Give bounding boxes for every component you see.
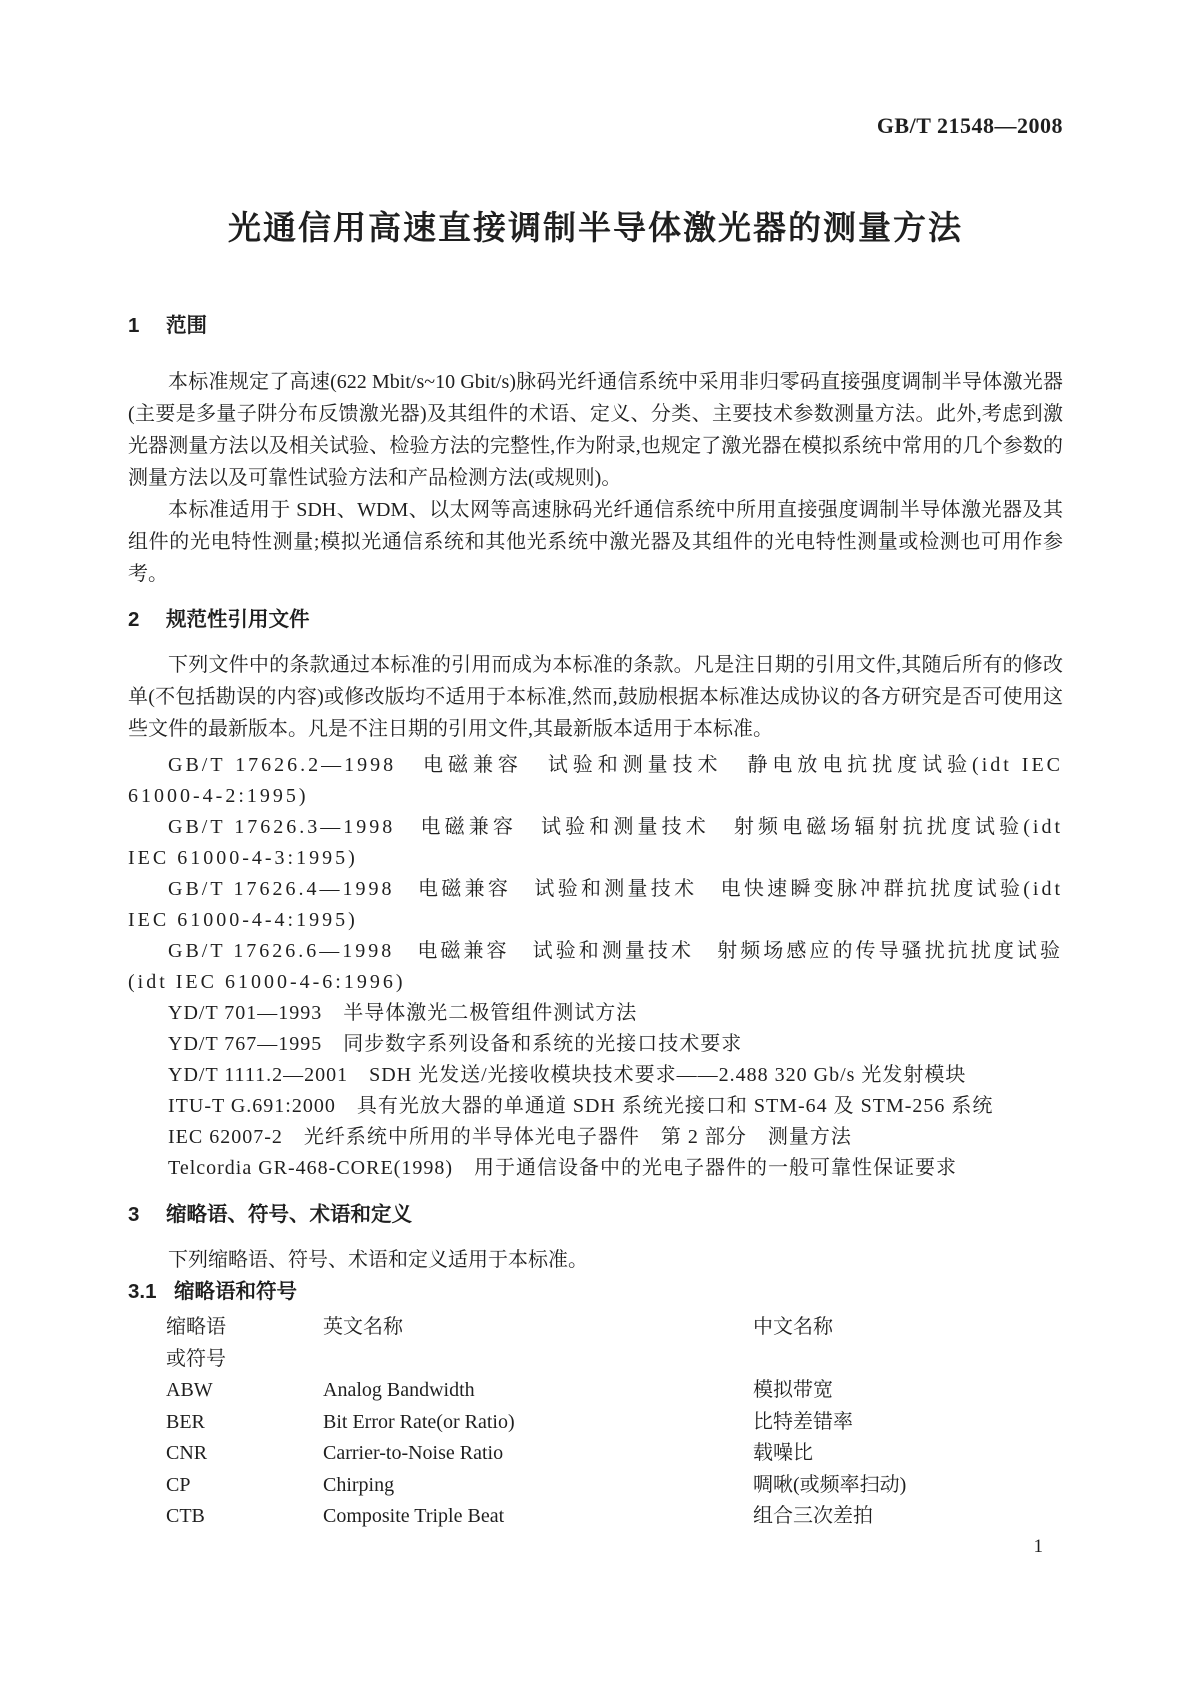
reference-item: GB/T 17626.4—1998 电磁兼容 试验和测量技术 电快速瞬变脉冲群抗扰度试验(idt IEC 61000-4-4:1995) (128, 878, 1063, 931)
section-3-title: 缩略语、符号、术语和定义 (166, 1203, 412, 1226)
abbreviations-intro: 下列缩略语、符号、术语和定义适用于本标准。 (168, 1249, 588, 1271)
zh-name-cell: 模拟带宽 (753, 1379, 833, 1401)
en-name-cell: Bit Error Rate(or Ratio) (323, 1410, 515, 1433)
zh-name-cell: 比特差错率 (753, 1410, 853, 1433)
reference-item: GB/T 17626.2—1998 电磁兼容 试验和测量技术 静电放电抗扰度试验(idt IEC 61000-4-2:1995) (128, 754, 1063, 807)
abbr-cell: ABW (166, 1379, 213, 1401)
abbr-cell: CNR (166, 1442, 208, 1464)
abbr-cell: CP (166, 1473, 191, 1496)
section-2-title: 规范性引用文件 (166, 608, 310, 631)
table-row (128, 1438, 1063, 1470)
abbr-column-header-line2: 或符号 (166, 1347, 226, 1370)
abbr-cell: BER (166, 1410, 205, 1433)
reference-item: GB/T 17626.6—1998 电磁兼容 试验和测量技术 射频场感应的传导骚扰抗扰度试验(idt IEC 61000-4-6:1996) (128, 940, 1063, 993)
chinese-column-header: 中文名称 (753, 1316, 833, 1338)
section-1-number: 1 (128, 314, 140, 337)
section-3-1-number: 3.1 (128, 1280, 157, 1303)
reference-item: IEC 62007-2 光纤系统中所用的半导体光电子器件 第 2 部分 测量方法 (168, 1126, 852, 1148)
reference-item: YD/T 1111.2—2001 SDH 光发送/光接收模块技术要求——2.488 320 Gb/s 光发射模块 (168, 1064, 967, 1086)
reference-item: ITU-T G.691:2000 具有光放大器的单通道 SDH 系统光接口和 STM-64 及 STM-256 系统 (168, 1095, 994, 1117)
reference-list (128, 750, 1063, 1184)
reference-item: YD/T 767—1995 同步数字系列设备和系统的光接口技术要求 (168, 1033, 743, 1055)
abbr-column-header: 缩略语 (166, 1316, 226, 1338)
abbreviation-table (128, 1312, 1063, 1533)
en-name-cell: Chirping (323, 1473, 395, 1496)
section-3-1-title: 缩略语和符号 (174, 1280, 297, 1303)
table-row (128, 1375, 1063, 1407)
reference-item: Telcordia GR-468-CORE(1998) 用于通信设备中的光电子器件的一般可靠性保证要求 (168, 1157, 957, 1179)
abbr-cell: CTB (166, 1505, 205, 1527)
table-header-row (128, 1312, 1063, 1344)
en-name-cell: Carrier-to-Noise Ratio (323, 1442, 504, 1464)
section-1-title: 范围 (166, 314, 207, 337)
scope-paragraph-2: 本标准适用于 SDH、WDM、以太网等高速脉码光纤通信系统中所用直接强度调制半导体激光器及其组件的光电特性测量;模拟光通信系统和其他光系统中激光器及其组件的光电特性测量或检测也可用作参考。 (128, 499, 1063, 585)
document-title: 光通信用高速直接调制半导体激光器的测量方法 (228, 209, 963, 246)
english-column-header: 英文名称 (323, 1316, 403, 1338)
page-number: 1 (1033, 1536, 1043, 1557)
zh-name-cell: 载噪比 (753, 1442, 813, 1464)
section-3-number: 3 (128, 1203, 140, 1226)
section-2-heading (128, 604, 1063, 636)
en-name-cell: Analog Bandwidth (323, 1379, 475, 1401)
reference-item: YD/T 701—1993 半导体激光二极管组件测试方法 (168, 1002, 638, 1024)
section-3-1-heading (128, 1276, 1063, 1308)
normative-references-intro: 下列文件中的条款通过本标准的引用而成为本标准的条款。凡是注日期的引用文件,其随后所有的修改单(不包括勘误的内容)或修改版均不适用于本标准,然而,鼓励根据本标准达成协议的各方研究是否可使用这些文件的最新版本。凡是不注日期的引用文件,其最新版本适用于本标准。 (128, 654, 1063, 740)
section-3-heading (128, 1199, 1063, 1231)
zh-name-cell: 组合三次差拍 (753, 1505, 873, 1527)
standard-number: GB/T 21548—2008 (876, 113, 1063, 138)
section-2-number: 2 (128, 608, 140, 631)
reference-item: GB/T 17626.3—1998 电磁兼容 试验和测量技术 射频电磁场辐射抗扰度试验(idt IEC 61000-4-3:1995) (128, 816, 1063, 869)
table-header-row-2 (128, 1344, 1063, 1376)
en-name-cell: Composite Triple Beat (323, 1505, 505, 1527)
table-row (128, 1407, 1063, 1439)
table-row (128, 1501, 1063, 1533)
table-row (128, 1470, 1063, 1502)
section-1-heading (128, 310, 1063, 342)
zh-name-cell: 啁啾(或频率扫动) (753, 1473, 907, 1496)
scope-paragraph-1: 本标准规定了高速(622 Mbit/s~10 Gbit/s)脉码光纤通信系统中采用非归零码直接强度调制半导体激光器(主要是多量子阱分布反馈激光器)及其组件的术语、定义、分类、主要技术参数测量方法。此外,考虑到激光器测量方法以及相关试验、检验方法的完整性,作为附录,也规定了激光器在模拟系统中常用的几个参数的测量方法以及可靠性试验方法和产品检测方法(或规则)。 (128, 371, 1063, 489)
